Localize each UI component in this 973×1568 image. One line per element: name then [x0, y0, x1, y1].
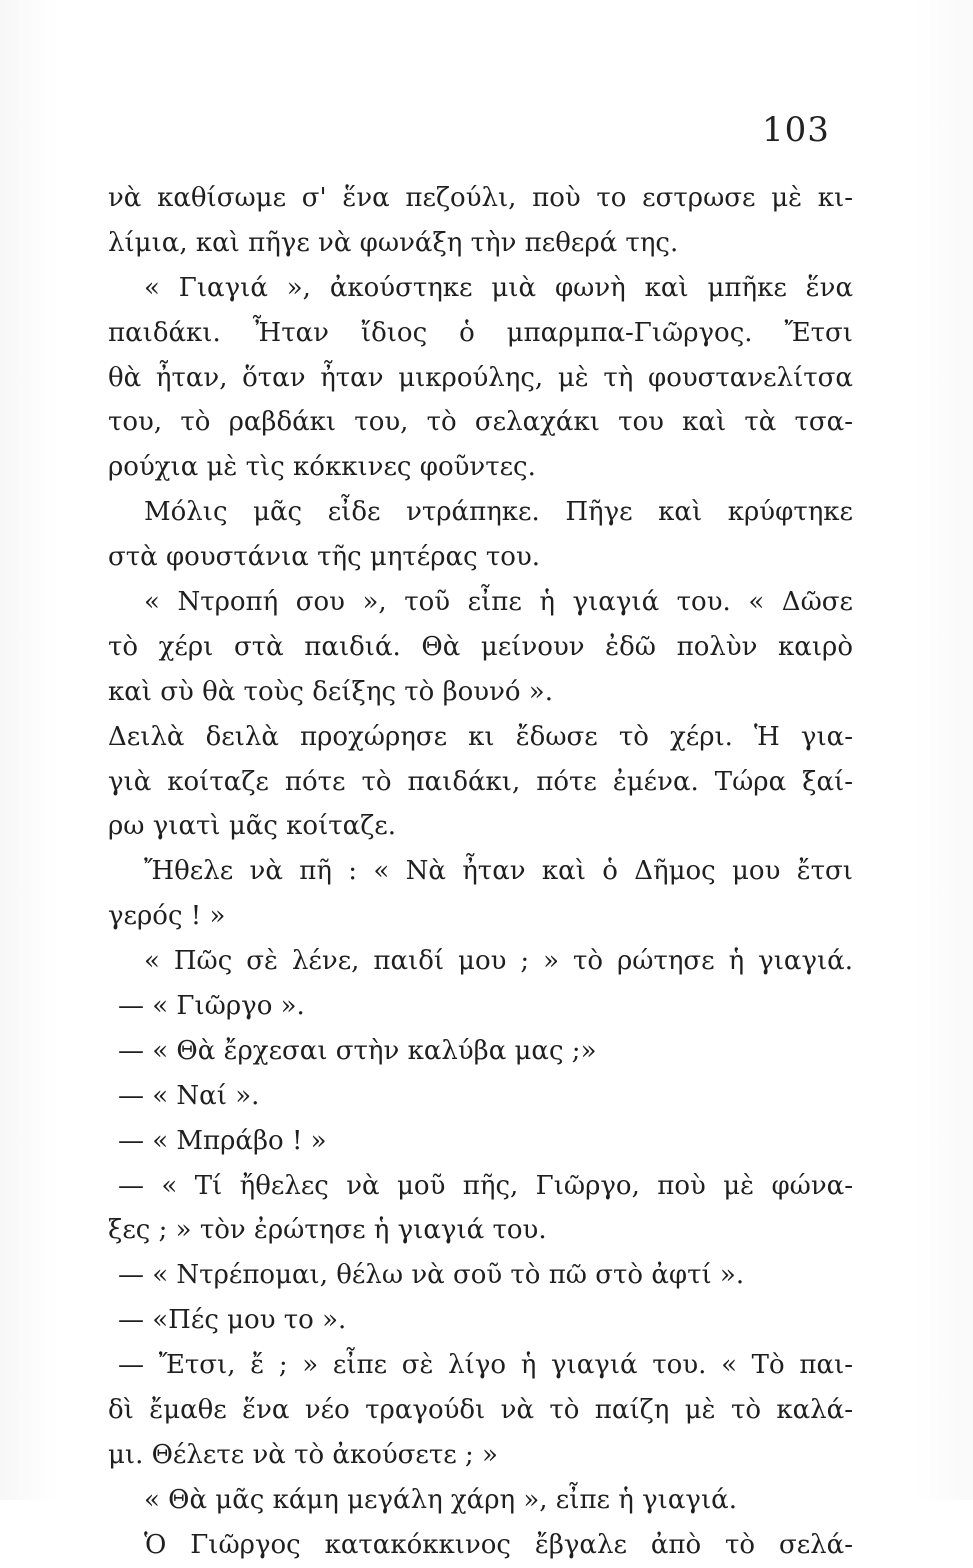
text-line: « Ντροπή σου », τοῦ εἶπε ἡ γιαγιά του. « Δῶσε — [144, 587, 853, 618]
text-line: νὰ καθίσωμε σ' ἕνα πεζούλι, ποὺ το εστρωσε μὲ κι- — [108, 183, 853, 213]
text-line: καὶ σὺ θὰ τοὺς δείξης τὸ βουνό ». — [108, 676, 553, 707]
text-line: στὰ φουστάνια τῆς μητέρας του. — [108, 542, 541, 573]
text-line: « Γιαγιά », ἀκούστηκε μιὰ φωνὴ καὶ μπῆκε ἕνα — [144, 272, 853, 303]
text-line: — « Θὰ ἔρχεσαι στὴν καλύβα μας ;» — [118, 1035, 597, 1066]
body-text — [108, 176, 853, 1568]
text-line: — « Τί ἤθελες νὰ μοῦ πῆς, Γιῶργο, ποὺ μὲ φώνα- — [118, 1170, 853, 1201]
text-line: τὸ χέρι στὰ παιδιά. Θὰ μείνουν ἐδῶ πολὺν καιρὸ — [108, 631, 853, 662]
text-line: « Θὰ μᾶς κάμη μεγάλη χάρη », εἶπε ἡ γιαγιά. — [144, 1484, 737, 1515]
text-line: — Ἔτσι, ἔ ; » εἶπε σὲ λίγο ἡ γιαγιά του. « Τὸ παι- — [118, 1350, 853, 1381]
page-number: 103 — [762, 110, 830, 150]
text-line: γιὰ κοίταζε πότε τὸ παιδάκι, πότε ἐμένα. Τώρα ξαί- — [108, 766, 853, 797]
text-line: ρούχια μὲ τὶς κόκκινες φοῦντες. — [108, 452, 536, 483]
text-line: λίμια, καὶ πῆγε νὰ φωνάξη τὴν πεθερά της. — [108, 227, 679, 258]
text-line: του, τὸ ραβδάκι του, τὸ σελαχάκι του καὶ τὰ τσα- — [108, 407, 853, 438]
text-line: — « Μπράβο ! » — [118, 1125, 327, 1156]
text-line: παιδάκι. Ἦταν ἴδιος ὁ μπαρμπα-Γιῶργος. Ἔτσι — [108, 317, 853, 348]
text-line: ρω γιατὶ μᾶς κοίταζε. — [108, 811, 397, 842]
text-line: — «Πές μου το ». — [118, 1305, 347, 1336]
text-line: Ὁ Γιῶργος κατακόκκινος ἔβγαλε ἀπὸ τὸ σελά- — [144, 1529, 853, 1560]
text-line: δὶ ἔμαθε ἕνα νέο τραγούδι νὰ τὸ παίζη μὲ τὸ καλά- — [108, 1395, 853, 1426]
text-line: Ἤθελε νὰ πῆ : « Νὰ ἦταν καὶ ὁ Δῆμος μου ἔτσι — [144, 856, 853, 887]
text-line: « Πῶς σὲ λένε, παιδί μου ; » τὸ ρώτησε ἡ γιαγιά. — [144, 946, 853, 977]
text-line: Δειλὰ δειλὰ προχώρησε κι ἔδωσε τὸ χέρι. Ἡ για- — [108, 721, 853, 752]
text-line: γερός ! » — [108, 901, 226, 932]
text-line: — « Γιῶργο ». — [118, 991, 305, 1022]
text-line: — « Ναί ». — [118, 1080, 260, 1111]
text-line: Μόλις μᾶς εἶδε ντράπηκε. Πῆγε καὶ κρύφτηκε — [144, 497, 853, 528]
text-line: θὰ ἦταν, ὅταν ἦταν μικρούλης, μὲ τὴ φουστανελίτσα — [108, 362, 853, 393]
text-line: ξες ; » τὸν ἐρώτησε ἡ γιαγιά του. — [108, 1215, 547, 1246]
text-line: — « Ντρέπομαι, θέλω νὰ σοῦ τὸ πῶ στὸ ἀφτί ». — [118, 1260, 745, 1291]
text-line: μι. Θέλετε νὰ τὸ ἀκούσετε ; » — [108, 1439, 498, 1470]
